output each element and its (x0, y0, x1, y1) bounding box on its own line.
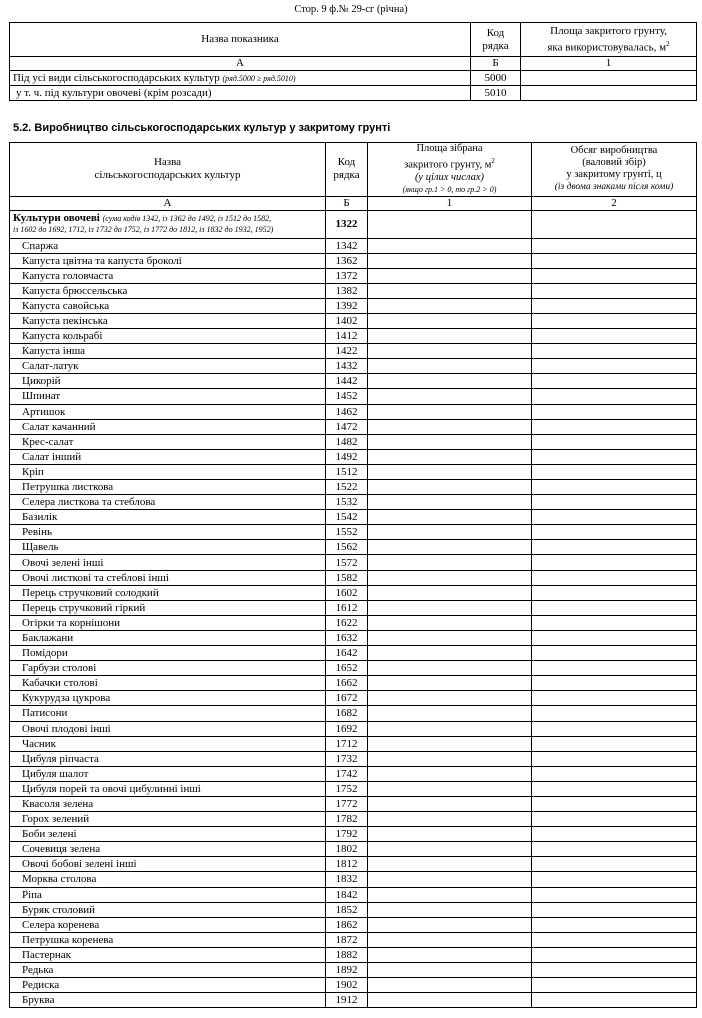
volume-cell[interactable] (532, 902, 697, 917)
crop-name: Овочі бобові зелені інші (10, 857, 326, 872)
volume-cell[interactable] (532, 585, 697, 600)
crop-name: Ревінь (10, 525, 326, 540)
area-cell[interactable] (368, 210, 532, 238)
volume-cell[interactable] (532, 570, 697, 585)
table-row (10, 902, 697, 917)
letter-1: 1 (368, 196, 532, 210)
table-row (10, 766, 697, 781)
crop-name: Боби зелені (10, 827, 326, 842)
row-code: 1772 (326, 796, 368, 811)
volume-cell[interactable] (532, 796, 697, 811)
volume-cell[interactable] (532, 917, 697, 932)
area-cell[interactable] (368, 691, 532, 706)
row-code: 1632 (326, 630, 368, 645)
area-cell[interactable] (368, 842, 532, 857)
table-row (10, 434, 697, 449)
table-row (10, 238, 697, 253)
total-row-name: Культури овочеві (сума кодів 1342, із 1362 до 1492, із 1512 до 1582, із 1602 до 1692, 1712, із 1732 до 1752, із 1772 до 1812, із 1832 до 1932, 1952) (10, 210, 326, 238)
crop-name: Часник (10, 736, 326, 751)
letter-2: 2 (532, 196, 697, 210)
volume-cell[interactable] (532, 434, 697, 449)
table-row (10, 932, 697, 947)
table-row (10, 283, 697, 298)
table-row (10, 86, 697, 101)
row-code: 1492 (326, 449, 368, 464)
row-code: 1612 (326, 600, 368, 615)
crop-name: Селера листкова та стеблова (10, 495, 326, 510)
letter-a: А (10, 196, 326, 210)
row-code: 1752 (326, 781, 368, 796)
table-row (10, 359, 697, 374)
volume-cell[interactable] (532, 630, 697, 645)
table-row (10, 751, 697, 766)
crop-name: Помідори (10, 646, 326, 661)
table-row (10, 796, 697, 811)
area-cell[interactable] (368, 540, 532, 555)
crop-name: Салат інший (10, 449, 326, 464)
land-area-table (9, 22, 697, 101)
crop-name: Овочі зелені інші (10, 555, 326, 570)
area-cell[interactable] (368, 736, 532, 751)
area-cell[interactable] (368, 253, 532, 268)
area-cell[interactable] (368, 646, 532, 661)
area-cell[interactable] (368, 389, 532, 404)
volume-cell[interactable] (532, 766, 697, 781)
row-code: 1422 (326, 344, 368, 359)
crop-name: Цибуля порей та овочі цибулинні інші (10, 781, 326, 796)
row-name: Під усі види сільськогосподарських культур (ряд.5000 ≥ ряд.5010) (10, 71, 471, 86)
table-row (10, 495, 697, 510)
table-row (10, 464, 697, 479)
area-cell[interactable] (368, 238, 532, 253)
production-table (9, 142, 697, 1008)
area-cell[interactable] (368, 676, 532, 691)
table-row (10, 630, 697, 645)
row-code: 1682 (326, 706, 368, 721)
crop-name: Буряк столовий (10, 902, 326, 917)
crop-name: Патисони (10, 706, 326, 721)
table-row (10, 857, 697, 872)
volume-cell[interactable] (532, 661, 697, 676)
crop-name: Капуста пекінська (10, 313, 326, 328)
area-cell[interactable] (368, 419, 532, 434)
table-row (10, 525, 697, 540)
area-cell[interactable] (368, 751, 532, 766)
row-code: 1462 (326, 404, 368, 419)
area-cell[interactable] (368, 495, 532, 510)
area-cell[interactable] (368, 464, 532, 479)
area-cell[interactable] (368, 978, 532, 993)
row-code: 1482 (326, 434, 368, 449)
crop-name: Цибуля шалот (10, 766, 326, 781)
table-row (10, 993, 697, 1008)
table-row (10, 298, 697, 313)
crop-name: Редька (10, 963, 326, 978)
volume-cell[interactable] (532, 404, 697, 419)
crop-name: Овочі плодові інші (10, 721, 326, 736)
area-cell[interactable] (368, 661, 532, 676)
table-row (10, 389, 697, 404)
area-cell[interactable] (368, 902, 532, 917)
row-code: 1782 (326, 812, 368, 827)
volume-cell[interactable] (532, 887, 697, 902)
volume-cell[interactable] (532, 872, 697, 887)
section-title: 5.2. Виробництво сільськогосподарських культур у закритому грунті (13, 122, 391, 134)
table-row (10, 691, 697, 706)
row-code: 1542 (326, 510, 368, 525)
area-cell[interactable] (368, 766, 532, 781)
volume-cell[interactable] (532, 210, 697, 238)
crop-name: Кабачки столові (10, 676, 326, 691)
row-code: 5000 (471, 71, 521, 86)
table-row (10, 253, 697, 268)
crop-name: Капуста цвітна та капуста броколі (10, 253, 326, 268)
table-row (10, 71, 697, 86)
table-row (10, 480, 697, 495)
volume-cell[interactable] (532, 540, 697, 555)
volume-cell[interactable] (532, 857, 697, 872)
area-cell[interactable] (368, 781, 532, 796)
volume-cell[interactable] (532, 706, 697, 721)
table-row (10, 540, 697, 555)
crop-name: Капуста головчаста (10, 268, 326, 283)
table-row (10, 344, 697, 359)
table-row (10, 781, 697, 796)
row-code: 1902 (326, 978, 368, 993)
col-header-area: Площа закритого грунту, яка використовувалась, $м^2$ (521, 23, 697, 57)
volume-cell[interactable] (532, 419, 697, 434)
area-cell[interactable] (368, 283, 532, 298)
volume-cell[interactable] (532, 480, 697, 495)
area-cell[interactable] (368, 963, 532, 978)
letter-a: А (10, 57, 471, 71)
area-cell[interactable] (368, 374, 532, 389)
area-cell[interactable] (368, 721, 532, 736)
total-row-code: 1322 (326, 210, 368, 238)
row-code: 1832 (326, 872, 368, 887)
volume-cell[interactable] (532, 751, 697, 766)
crop-name: Цибуля ріпчаста (10, 751, 326, 766)
row-code: 1662 (326, 676, 368, 691)
crop-name: Крес-салат (10, 434, 326, 449)
row-code: 1512 (326, 464, 368, 479)
area-cell[interactable] (368, 268, 532, 283)
crop-name: Салат качанний (10, 419, 326, 434)
row-code: 1712 (326, 736, 368, 751)
crop-name: Щавель (10, 540, 326, 555)
crop-name: Селера коренева (10, 917, 326, 932)
crop-name: Спаржа (10, 238, 326, 253)
crop-name: Петрушка листкова (10, 480, 326, 495)
crop-name: Баклажани (10, 630, 326, 645)
row-code: 1652 (326, 661, 368, 676)
volume-cell[interactable] (532, 555, 697, 570)
volume-cell[interactable] (532, 344, 697, 359)
row-name: у т. ч. під культури овочеві (крім розсади) (10, 86, 471, 101)
table-row (10, 313, 697, 328)
volume-cell[interactable] (532, 993, 697, 1008)
volume-cell[interactable] (532, 283, 697, 298)
area-cell[interactable] (368, 615, 532, 630)
table-row (10, 676, 697, 691)
table-row (10, 329, 697, 344)
table-row (10, 646, 697, 661)
volume-cell[interactable] (532, 313, 697, 328)
volume-cell[interactable] (532, 525, 697, 540)
volume-cell[interactable] (532, 510, 697, 525)
row-code: 1872 (326, 932, 368, 947)
crop-name: Капуста брюссельська (10, 283, 326, 298)
crop-name: Редиска (10, 978, 326, 993)
volume-cell[interactable] (532, 721, 697, 736)
table-row (10, 887, 697, 902)
volume-cell[interactable] (532, 253, 697, 268)
volume-cell[interactable] (532, 389, 697, 404)
volume-cell[interactable] (532, 449, 697, 464)
volume-cell[interactable] (532, 691, 697, 706)
area-cell[interactable] (368, 555, 532, 570)
col-header-row-code: Код рядка (471, 23, 521, 57)
area-cell[interactable] (368, 449, 532, 464)
volume-cell[interactable] (532, 359, 697, 374)
table-row (10, 706, 697, 721)
area-cell[interactable] (368, 570, 532, 585)
table-row (10, 827, 697, 842)
crop-name: Сочевиця зелена (10, 842, 326, 857)
volume-cell[interactable] (532, 464, 697, 479)
row-code: 1432 (326, 359, 368, 374)
area-cell[interactable] (368, 480, 532, 495)
area-cell[interactable] (368, 600, 532, 615)
area-cell[interactable] (368, 313, 532, 328)
volume-cell[interactable] (532, 963, 697, 978)
area-cell[interactable] (368, 993, 532, 1008)
crop-name: Артишок (10, 404, 326, 419)
volume-cell[interactable] (532, 827, 697, 842)
table-row (10, 374, 697, 389)
area-cell[interactable] (368, 857, 532, 872)
row-code: 1362 (326, 253, 368, 268)
area-cell[interactable] (368, 510, 532, 525)
crop-name: Петрушка коренева (10, 932, 326, 947)
crop-name: Капуста савойська (10, 298, 326, 313)
row-code: 1342 (326, 238, 368, 253)
crop-name: Перець стручковий гіркий (10, 600, 326, 615)
row-code: 1582 (326, 570, 368, 585)
letter-b: Б (326, 196, 368, 210)
crop-name: Капуста кольрабі (10, 329, 326, 344)
area-cell[interactable] (368, 434, 532, 449)
table-row (10, 510, 697, 525)
row-code: 1862 (326, 917, 368, 932)
table-row (10, 585, 697, 600)
row-code: 1892 (326, 963, 368, 978)
table-row (10, 947, 697, 962)
volume-cell[interactable] (532, 947, 697, 962)
volume-cell[interactable] (532, 615, 697, 630)
row-code: 1562 (326, 540, 368, 555)
area-cell[interactable] (368, 630, 532, 645)
row-code: 1372 (326, 268, 368, 283)
row-code: 1732 (326, 751, 368, 766)
row-code: 1802 (326, 842, 368, 857)
table-row (10, 419, 697, 434)
volume-cell[interactable] (532, 298, 697, 313)
crop-name: Горох зелений (10, 812, 326, 827)
row-code: 1842 (326, 887, 368, 902)
area-cell[interactable] (368, 344, 532, 359)
area-cell[interactable] (521, 71, 697, 86)
row-code: 1382 (326, 283, 368, 298)
table-row (10, 736, 697, 751)
row-code: 1602 (326, 585, 368, 600)
volume-cell[interactable] (532, 495, 697, 510)
row-code: 1912 (326, 993, 368, 1008)
crop-name: Морква столова (10, 872, 326, 887)
volume-cell[interactable] (532, 600, 697, 615)
crop-name: Овочі листкові та стеблові інші (10, 570, 326, 585)
table-row (10, 570, 697, 585)
crop-name: Ріпа (10, 887, 326, 902)
crop-name: Гарбузи столові (10, 661, 326, 676)
row-code: 1442 (326, 374, 368, 389)
table-row (10, 963, 697, 978)
row-code: 1452 (326, 389, 368, 404)
table-row (10, 721, 697, 736)
row-code: 1792 (326, 827, 368, 842)
volume-cell[interactable] (532, 932, 697, 947)
row-code: 1742 (326, 766, 368, 781)
table-row (10, 555, 697, 570)
row-code: 1692 (326, 721, 368, 736)
row-code: 5010 (471, 86, 521, 101)
col-header-crop-name: Назва сільськогосподарських культур (10, 143, 326, 197)
row-code: 1392 (326, 298, 368, 313)
page-reference: Стор. 9 ф.№ 29-сг (річна) (294, 4, 408, 15)
table-row (10, 449, 697, 464)
col-header-row-code: Код рядка (326, 143, 368, 197)
volume-cell[interactable] (532, 812, 697, 827)
letter-1: 1 (521, 57, 697, 71)
row-code: 1522 (326, 480, 368, 495)
row-code: 1852 (326, 902, 368, 917)
area-cell[interactable] (368, 359, 532, 374)
crop-name: Капуста інша (10, 344, 326, 359)
col-header-production-volume: Обсяг виробництва (валовий збір) у закритому грунті, ц (із двома знаками після коми) (532, 143, 697, 197)
area-cell[interactable] (368, 585, 532, 600)
row-code: 1812 (326, 857, 368, 872)
table-row (10, 978, 697, 993)
crop-name: Кукурудза цукрова (10, 691, 326, 706)
total-row (10, 210, 697, 238)
row-code: 1552 (326, 525, 368, 540)
volume-cell[interactable] (532, 676, 697, 691)
table-row (10, 404, 697, 419)
table-row (10, 842, 697, 857)
row-code: 1572 (326, 555, 368, 570)
crop-name: Цикорій (10, 374, 326, 389)
area-cell[interactable] (368, 917, 532, 932)
volume-cell[interactable] (532, 978, 697, 993)
table-row (10, 812, 697, 827)
table-row (10, 872, 697, 887)
area-cell[interactable] (368, 887, 532, 902)
col-header-indicator-name: Назва показника (10, 23, 471, 57)
area-cell[interactable] (368, 827, 532, 842)
area-cell[interactable] (521, 86, 697, 101)
volume-cell[interactable] (532, 736, 697, 751)
area-cell[interactable] (368, 796, 532, 811)
crop-name: Базилік (10, 510, 326, 525)
crop-name: Кріп (10, 464, 326, 479)
area-cell[interactable] (368, 812, 532, 827)
volume-cell[interactable] (532, 646, 697, 661)
crop-name: Шпинат (10, 389, 326, 404)
table-row (10, 917, 697, 932)
row-code: 1642 (326, 646, 368, 661)
crop-name: Пастернак (10, 947, 326, 962)
area-cell[interactable] (368, 525, 532, 540)
area-cell[interactable] (368, 329, 532, 344)
volume-cell[interactable] (532, 374, 697, 389)
row-code: 1472 (326, 419, 368, 434)
row-code: 1882 (326, 947, 368, 962)
row-code: 1532 (326, 495, 368, 510)
area-cell[interactable] (368, 872, 532, 887)
table-row (10, 661, 697, 676)
area-cell[interactable] (368, 298, 532, 313)
crop-name: Бруква (10, 993, 326, 1008)
row-code: 1672 (326, 691, 368, 706)
volume-cell[interactable] (532, 329, 697, 344)
volume-cell[interactable] (532, 268, 697, 283)
crop-name: Салат-латук (10, 359, 326, 374)
volume-cell[interactable] (532, 238, 697, 253)
col-header-harvested-area: Площа зібрана закритого грунту, $м^2$ (у цілих числах) (якщо гр.1 > 0, то гр.2 > 0) (368, 143, 532, 197)
crop-name: Огірки та корнішони (10, 615, 326, 630)
volume-cell[interactable] (532, 781, 697, 796)
row-code: 1402 (326, 313, 368, 328)
area-cell[interactable] (368, 706, 532, 721)
table-row (10, 268, 697, 283)
table-row (10, 615, 697, 630)
volume-cell[interactable] (532, 842, 697, 857)
row-code: 1622 (326, 615, 368, 630)
area-cell[interactable] (368, 404, 532, 419)
crop-name: Перець стручковий солодкий (10, 585, 326, 600)
table-row (10, 600, 697, 615)
crop-name: Квасоля зелена (10, 796, 326, 811)
row-code: 1412 (326, 329, 368, 344)
letter-b: Б (471, 57, 521, 71)
area-cell[interactable] (368, 947, 532, 962)
area-cell[interactable] (368, 932, 532, 947)
